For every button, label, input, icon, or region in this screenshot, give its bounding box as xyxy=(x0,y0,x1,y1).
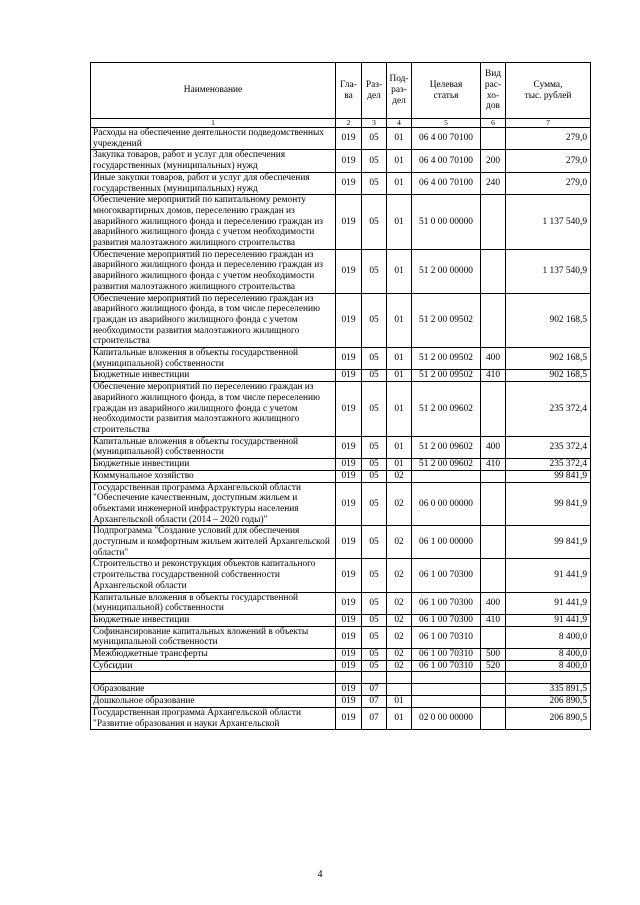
row-podrazdel-cell: 01 xyxy=(387,195,412,250)
row-glava-cell: 019 xyxy=(336,660,362,672)
row-podrazdel-cell: 01 xyxy=(387,249,412,293)
row-glava-cell: 019 xyxy=(336,370,362,382)
col-number: 7 xyxy=(506,119,591,128)
row-podrazdel-cell: 02 xyxy=(387,559,412,592)
header-name: Наименование xyxy=(91,63,336,119)
row-razdel-cell: 05 xyxy=(362,382,387,437)
row-razdel-cell: 05 xyxy=(362,436,387,458)
row-name-cell: Софинансирование капитальных вложений в объекты муниципальной собственности xyxy=(91,626,336,648)
row-name-cell: Обеспечение мероприятий по капитальному ремонту многоквартирных домов, переселению граждан из аварийного жилищного фонда и переселению граждан из аварийного жилищного фонда с учетом необходимости развития малоэтажного жилищного строительства xyxy=(91,195,336,250)
row-sum-cell: 279,0 xyxy=(506,150,591,172)
row-name-cell: Капитальные вложения в объекты государственной (муниципальной) собственности xyxy=(91,348,336,370)
table-row xyxy=(91,249,591,293)
row-name-cell: Бюджетные инвестиции xyxy=(91,370,336,382)
row-target-cell xyxy=(412,696,481,708)
row-podrazdel-cell: 02 xyxy=(387,482,412,526)
header-razdel: Раз- дел xyxy=(362,63,387,119)
row-podrazdel-cell: 01 xyxy=(387,696,412,708)
row-sum-cell: 279,0 xyxy=(506,128,591,150)
row-podrazdel-cell: 01 xyxy=(387,436,412,458)
row-razdel-cell: 05 xyxy=(362,195,387,250)
row-name-cell: Обеспечение мероприятий по переселению граждан из аварийного жилищного фонда, в том числе переселению граждан из аварийного жилищного фонда с учетом необходимости развития малоэтажного жилищного строительства xyxy=(91,382,336,437)
row-glava-cell: 019 xyxy=(336,707,362,729)
table-row xyxy=(91,649,591,661)
row-sum-cell: 99 841,9 xyxy=(506,482,591,526)
row-vid-cell: 520 xyxy=(481,660,506,672)
row-sum-cell: 91 441,9 xyxy=(506,592,591,614)
row-podrazdel-cell: 01 xyxy=(387,128,412,150)
row-glava-cell: 019 xyxy=(336,470,362,482)
row-name-cell: Капитальные вложения в объекты государственной (муниципальной) собственности xyxy=(91,592,336,614)
row-target-cell xyxy=(412,684,481,696)
row-target-cell: 51 2 00 09602 xyxy=(412,459,481,471)
row-target-cell: 51 2 00 09502 xyxy=(412,293,481,348)
row-glava-cell: 019 xyxy=(336,128,362,150)
row-name-cell: Иные закупки товаров, работ и услуг для обеспечения государственных (муниципальных) нужд xyxy=(91,172,336,194)
row-glava-cell: 019 xyxy=(336,293,362,348)
row-target-cell: 51 2 00 09502 xyxy=(412,348,481,370)
row-target-cell: 06 1 00 70300 xyxy=(412,614,481,626)
row-sum-cell: 8 400,0 xyxy=(506,660,591,672)
row-glava-cell: 019 xyxy=(336,150,362,172)
budget-table xyxy=(90,62,591,730)
row-glava-cell: 019 xyxy=(336,249,362,293)
row-name-cell: Расходы на обеспечение деятельности подведомственных учреждений xyxy=(91,128,336,150)
row-name-cell: Бюджетные инвестиции xyxy=(91,459,336,471)
row-glava-cell: 019 xyxy=(336,649,362,661)
row-razdel-cell: 05 xyxy=(362,649,387,661)
row-sum-cell: 99 841,9 xyxy=(506,470,591,482)
table-row xyxy=(91,614,591,626)
row-vid-cell xyxy=(481,195,506,250)
row-glava-cell: 019 xyxy=(336,459,362,471)
row-vid-cell xyxy=(481,707,506,729)
row-podrazdel-cell: 01 xyxy=(387,370,412,382)
row-glava-cell: 019 xyxy=(336,382,362,437)
row-target-cell: 06 1 00 70310 xyxy=(412,626,481,648)
row-vid-cell: 410 xyxy=(481,370,506,382)
table-body xyxy=(91,128,591,730)
row-podrazdel-cell: 02 xyxy=(387,526,412,559)
header-target: Целевая статья xyxy=(412,63,481,119)
row-sum-cell: 235 372,4 xyxy=(506,382,591,437)
row-name-cell: Закупка товаров, работ и услуг для обеспечения государственных (муниципальных) нужд xyxy=(91,150,336,172)
row-vid-cell xyxy=(481,526,506,559)
header-sum: Сумма, тыс. рублей xyxy=(506,63,591,119)
row-name-cell: Дошкольное образование xyxy=(91,696,336,708)
row-sum-cell: 99 841,9 xyxy=(506,526,591,559)
row-target-cell: 06 1 00 70300 xyxy=(412,559,481,592)
table-row xyxy=(91,707,591,729)
row-glava-cell: 019 xyxy=(336,614,362,626)
row-sum-cell: 902 168,5 xyxy=(506,370,591,382)
row-podrazdel-cell: 01 xyxy=(387,459,412,471)
table-row-blank xyxy=(91,672,591,684)
row-sum-cell: 902 168,5 xyxy=(506,348,591,370)
row-vid-cell: 500 xyxy=(481,649,506,661)
column-number-row xyxy=(91,119,591,128)
row-glava-cell: 019 xyxy=(336,626,362,648)
row-razdel-cell: 07 xyxy=(362,684,387,696)
row-target-cell: 06 4 00 70100 xyxy=(412,150,481,172)
col-number: 5 xyxy=(412,119,481,128)
table-row xyxy=(91,660,591,672)
table-row xyxy=(91,382,591,437)
row-target-cell: 51 2 00 09602 xyxy=(412,382,481,437)
row-target-cell: 51 2 00 09602 xyxy=(412,436,481,458)
table-row xyxy=(91,128,591,150)
row-sum-cell: 902 168,5 xyxy=(506,293,591,348)
row-glava-cell: 019 xyxy=(336,526,362,559)
row-name-cell: Государственная программа Архангельской области "Обеспечение качественным, доступным жильем и объектами инженерной инфраструктуры населения Архангельской области (2014 – 2020 годы)" xyxy=(91,482,336,526)
row-sum-cell: 235 372,4 xyxy=(506,436,591,458)
row-podrazdel-cell: 02 xyxy=(387,660,412,672)
row-podrazdel-cell xyxy=(387,672,412,684)
row-razdel-cell: 05 xyxy=(362,626,387,648)
row-vid-cell xyxy=(481,684,506,696)
row-glava-cell: 019 xyxy=(336,592,362,614)
row-name-cell: Обеспечение мероприятий по переселению граждан из аварийного жилищного фонда и переселению граждан из аварийного жилищного фонда с учетом необходимости развития малоэтажного жилищного строительства xyxy=(91,249,336,293)
col-number: 6 xyxy=(481,119,506,128)
row-razdel-cell: 05 xyxy=(362,172,387,194)
col-number: 4 xyxy=(387,119,412,128)
table-row xyxy=(91,482,591,526)
row-glava-cell: 019 xyxy=(336,172,362,194)
row-target-cell: 06 4 00 70100 xyxy=(412,172,481,194)
row-sum-cell: 1 137 540,9 xyxy=(506,249,591,293)
row-vid-cell xyxy=(481,293,506,348)
table-row xyxy=(91,459,591,471)
row-razdel-cell: 05 xyxy=(362,614,387,626)
table-row xyxy=(91,370,591,382)
row-target-cell: 06 1 00 00000 xyxy=(412,526,481,559)
row-sum-cell: 8 400,0 xyxy=(506,626,591,648)
row-name-cell: Строительство и реконструкция объектов капитального строительства государственной собственности Архангельской области xyxy=(91,559,336,592)
row-vid-cell xyxy=(481,672,506,684)
row-razdel-cell: 05 xyxy=(362,150,387,172)
row-sum-cell: 206 890,5 xyxy=(506,696,591,708)
row-name-cell: Государственная программа Архангельской области "Развитие образования и науки Архангельской xyxy=(91,707,336,729)
table-row xyxy=(91,470,591,482)
row-razdel-cell: 05 xyxy=(362,249,387,293)
row-glava-cell: 019 xyxy=(336,482,362,526)
row-glava-cell: 019 xyxy=(336,559,362,592)
row-target-cell xyxy=(412,470,481,482)
row-vid-cell xyxy=(481,249,506,293)
row-podrazdel-cell: 01 xyxy=(387,707,412,729)
table-row xyxy=(91,592,591,614)
table-row xyxy=(91,559,591,592)
table-row xyxy=(91,293,591,348)
row-name-cell: Межбюджетные трансферты xyxy=(91,649,336,661)
row-vid-cell xyxy=(481,559,506,592)
row-vid-cell: 400 xyxy=(481,592,506,614)
row-sum-cell: 235 372,4 xyxy=(506,459,591,471)
row-razdel-cell: 05 xyxy=(362,526,387,559)
table-row xyxy=(91,436,591,458)
table-row xyxy=(91,348,591,370)
row-razdel-cell: 05 xyxy=(362,293,387,348)
row-razdel-cell: 05 xyxy=(362,348,387,370)
col-number: 1 xyxy=(91,119,336,128)
table-row xyxy=(91,526,591,559)
row-podrazdel-cell xyxy=(387,684,412,696)
table-row xyxy=(91,626,591,648)
row-vid-cell: 200 xyxy=(481,150,506,172)
row-name-cell xyxy=(91,672,336,684)
row-name-cell: Бюджетные инвестиции xyxy=(91,614,336,626)
row-glava-cell: 019 xyxy=(336,436,362,458)
row-razdel-cell: 05 xyxy=(362,459,387,471)
row-target-cell: 06 1 00 70310 xyxy=(412,649,481,661)
row-sum-cell: 1 137 540,9 xyxy=(506,195,591,250)
row-podrazdel-cell: 02 xyxy=(387,470,412,482)
table-row xyxy=(91,150,591,172)
row-razdel-cell: 07 xyxy=(362,707,387,729)
row-vid-cell: 410 xyxy=(481,614,506,626)
budget-table-sheet xyxy=(90,62,590,730)
row-target-cell: 02 0 00 00000 xyxy=(412,707,481,729)
page-number: 4 xyxy=(317,869,323,880)
row-target-cell: 06 0 00 00000 xyxy=(412,482,481,526)
row-vid-cell: 410 xyxy=(481,459,506,471)
row-podrazdel-cell: 01 xyxy=(387,348,412,370)
col-number: 2 xyxy=(336,119,362,128)
row-razdel-cell: 05 xyxy=(362,660,387,672)
row-sum-cell: 8 400,0 xyxy=(506,649,591,661)
row-target-cell: 06 4 00 70100 xyxy=(412,128,481,150)
row-vid-cell: 400 xyxy=(481,348,506,370)
row-name-cell: Подпрограмма "Создание условий для обеспечения доступным и комфортным жильем жителей Архангельской области" xyxy=(91,526,336,559)
row-name-cell: Обеспечение мероприятий по переселению граждан из аварийного жилищного фонда, в том числе переселению граждан из аварийного жилищного фонда с учетом необходимости развития малоэтажного жилищного строительства xyxy=(91,293,336,348)
col-number: 3 xyxy=(362,119,387,128)
row-name-cell: Субсидии xyxy=(91,660,336,672)
row-name-cell: Капитальные вложения в объекты государственной (муниципальной) собственности xyxy=(91,436,336,458)
row-vid-cell: 240 xyxy=(481,172,506,194)
row-vid-cell xyxy=(481,696,506,708)
row-target-cell: 51 0 00 00000 xyxy=(412,195,481,250)
row-vid-cell xyxy=(481,382,506,437)
table-row xyxy=(91,172,591,194)
header-vid: Вид рас- хо- дов xyxy=(481,63,506,119)
row-target-cell: 06 1 00 70300 xyxy=(412,592,481,614)
row-vid-cell xyxy=(481,128,506,150)
table-row xyxy=(91,195,591,250)
row-sum-cell: 279,0 xyxy=(506,172,591,194)
row-target-cell xyxy=(412,672,481,684)
row-podrazdel-cell: 02 xyxy=(387,614,412,626)
row-razdel-cell: 05 xyxy=(362,559,387,592)
row-vid-cell: 400 xyxy=(481,436,506,458)
table-row xyxy=(91,684,591,696)
row-target-cell: 06 1 00 70310 xyxy=(412,660,481,672)
row-sum-cell xyxy=(506,672,591,684)
row-vid-cell xyxy=(481,482,506,526)
row-glava-cell: 019 xyxy=(336,195,362,250)
row-podrazdel-cell: 01 xyxy=(387,382,412,437)
row-podrazdel-cell: 01 xyxy=(387,293,412,348)
header-podrazdel: Под- раз- дел xyxy=(387,63,412,119)
row-vid-cell xyxy=(481,626,506,648)
header-glava: Гла- ва xyxy=(336,63,362,119)
row-razdel-cell: 07 xyxy=(362,696,387,708)
row-razdel-cell: 05 xyxy=(362,370,387,382)
row-sum-cell: 91 441,9 xyxy=(506,614,591,626)
row-razdel-cell: 05 xyxy=(362,592,387,614)
table-row xyxy=(91,696,591,708)
row-sum-cell: 335 891,5 xyxy=(506,684,591,696)
row-podrazdel-cell: 02 xyxy=(387,592,412,614)
row-target-cell: 51 2 00 09502 xyxy=(412,370,481,382)
row-glava-cell: 019 xyxy=(336,348,362,370)
row-podrazdel-cell: 02 xyxy=(387,649,412,661)
row-glava-cell: 019 xyxy=(336,684,362,696)
row-name-cell: Образование xyxy=(91,684,336,696)
row-name-cell: Коммунальное хозяйство xyxy=(91,470,336,482)
row-glava-cell xyxy=(336,672,362,684)
row-podrazdel-cell: 01 xyxy=(387,172,412,194)
row-podrazdel-cell: 02 xyxy=(387,626,412,648)
row-razdel-cell: 05 xyxy=(362,128,387,150)
row-razdel-cell xyxy=(362,672,387,684)
row-podrazdel-cell: 01 xyxy=(387,150,412,172)
row-razdel-cell: 05 xyxy=(362,482,387,526)
row-vid-cell xyxy=(481,470,506,482)
row-glava-cell: 019 xyxy=(336,696,362,708)
row-razdel-cell: 05 xyxy=(362,470,387,482)
row-sum-cell: 91 441,9 xyxy=(506,559,591,592)
row-target-cell: 51 2 00 00000 xyxy=(412,249,481,293)
row-sum-cell: 206 890,5 xyxy=(506,707,591,729)
table-header-row xyxy=(91,63,591,119)
